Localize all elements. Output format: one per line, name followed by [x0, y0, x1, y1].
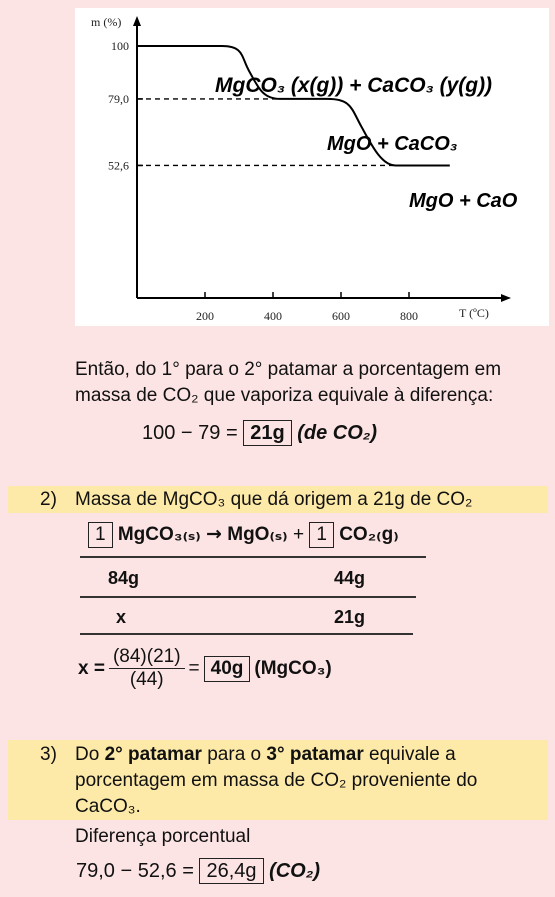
result-box: 40g: [204, 656, 251, 682]
y-tick-label: 52,6: [108, 158, 129, 173]
intro-equation: [142, 420, 377, 446]
step3-l1-d: 3° patamar: [266, 744, 364, 765]
y-axis-arrow: [133, 16, 141, 26]
step3-eq-right: (CO₂): [269, 860, 321, 882]
coef-1: 1: [88, 522, 113, 548]
step3-line-1: [75, 742, 545, 768]
y-axis-label: m (%): [91, 15, 122, 29]
y-tick-label: 79,0: [108, 91, 129, 106]
chart-annotations: [215, 74, 518, 212]
chart-svg: [75, 8, 549, 326]
step3-l1-c: para o: [201, 744, 267, 765]
result-tail: (MgCO₃): [254, 657, 332, 679]
fraction-denominator: (44): [129, 669, 164, 690]
step3-eq-left: 79,0 − 52,6 =: [76, 860, 194, 882]
step2-title: Massa de MgCO₃ que dá origem a 21g de CO₂: [75, 489, 473, 510]
row2-right: 21g: [334, 607, 366, 627]
step2-number: 2): [40, 489, 57, 510]
x-tick-label: 400: [264, 309, 282, 323]
x-label: x =: [78, 657, 105, 679]
x-tick-label: 600: [332, 309, 350, 323]
row1-left: 84g: [108, 568, 140, 588]
intro-eq-right: (de CO₂): [297, 422, 378, 444]
chart-annotation: MgO + CaCO₃: [327, 133, 458, 155]
x-axis-label: T (ºC): [459, 306, 489, 320]
fraction: [109, 646, 185, 691]
reaction-equation: [88, 522, 399, 548]
x-axis-arrow: [501, 294, 511, 302]
step3-l1-a: Do: [75, 744, 105, 765]
step3-equation: [76, 858, 320, 884]
x-tick-label: 200: [196, 309, 214, 323]
fraction-numerator: (84)(21): [109, 646, 185, 669]
product-1: MgO₍ₛ₎: [227, 524, 288, 545]
thermogravimetric-chart: [75, 8, 549, 326]
intro-line-2: massa de CO₂ que vaporiza equivale à diferença:: [75, 385, 494, 406]
plus-sign: +: [292, 524, 305, 545]
reactant: MgCO₃₍ₛ₎: [117, 524, 201, 545]
mass-calculation: [78, 646, 332, 691]
chart-annotation: MgO + CaO: [409, 190, 518, 212]
step3-text: [75, 742, 545, 820]
step3-line-2: porcentagem em massa de CO₂ proveniente do: [75, 770, 478, 791]
table-rule-3: [80, 633, 413, 635]
step3-number: 3): [40, 744, 57, 765]
step3-line-3: CaCO₃.: [75, 796, 141, 817]
chart-annotation: MgCO₃ (x(g)) + CaCO₃ (y(g)): [215, 74, 493, 97]
step3-eq-box: 26,4g: [199, 858, 263, 884]
product-2: CO₂₍g₎: [339, 524, 399, 545]
step3-l1-b: 2° patamar: [104, 744, 202, 765]
intro-eq-left: 100 − 79 =: [142, 422, 238, 444]
diff-label: Diferença porcentual: [75, 826, 251, 847]
chart-axes: [133, 16, 511, 302]
intro-line-1: Então, do 1° para o 2° patamar a porcentagem em: [75, 359, 502, 380]
step3-l1-e: equivale a: [363, 744, 456, 765]
equals-sign: =: [188, 657, 200, 679]
row1-right: 44g: [334, 568, 366, 588]
intro-eq-box: 21g: [243, 420, 291, 446]
coef-2: 1: [309, 522, 334, 548]
x-tick-label: 800: [400, 309, 418, 323]
y-tick-label: 100: [111, 39, 129, 53]
table-rule-1: [80, 556, 426, 558]
row2-left: x: [116, 607, 127, 627]
table-rule-2: [80, 596, 416, 598]
chart-ticks: [91, 15, 489, 323]
intro-text: [75, 357, 501, 409]
reaction-arrow: →: [206, 523, 222, 545]
